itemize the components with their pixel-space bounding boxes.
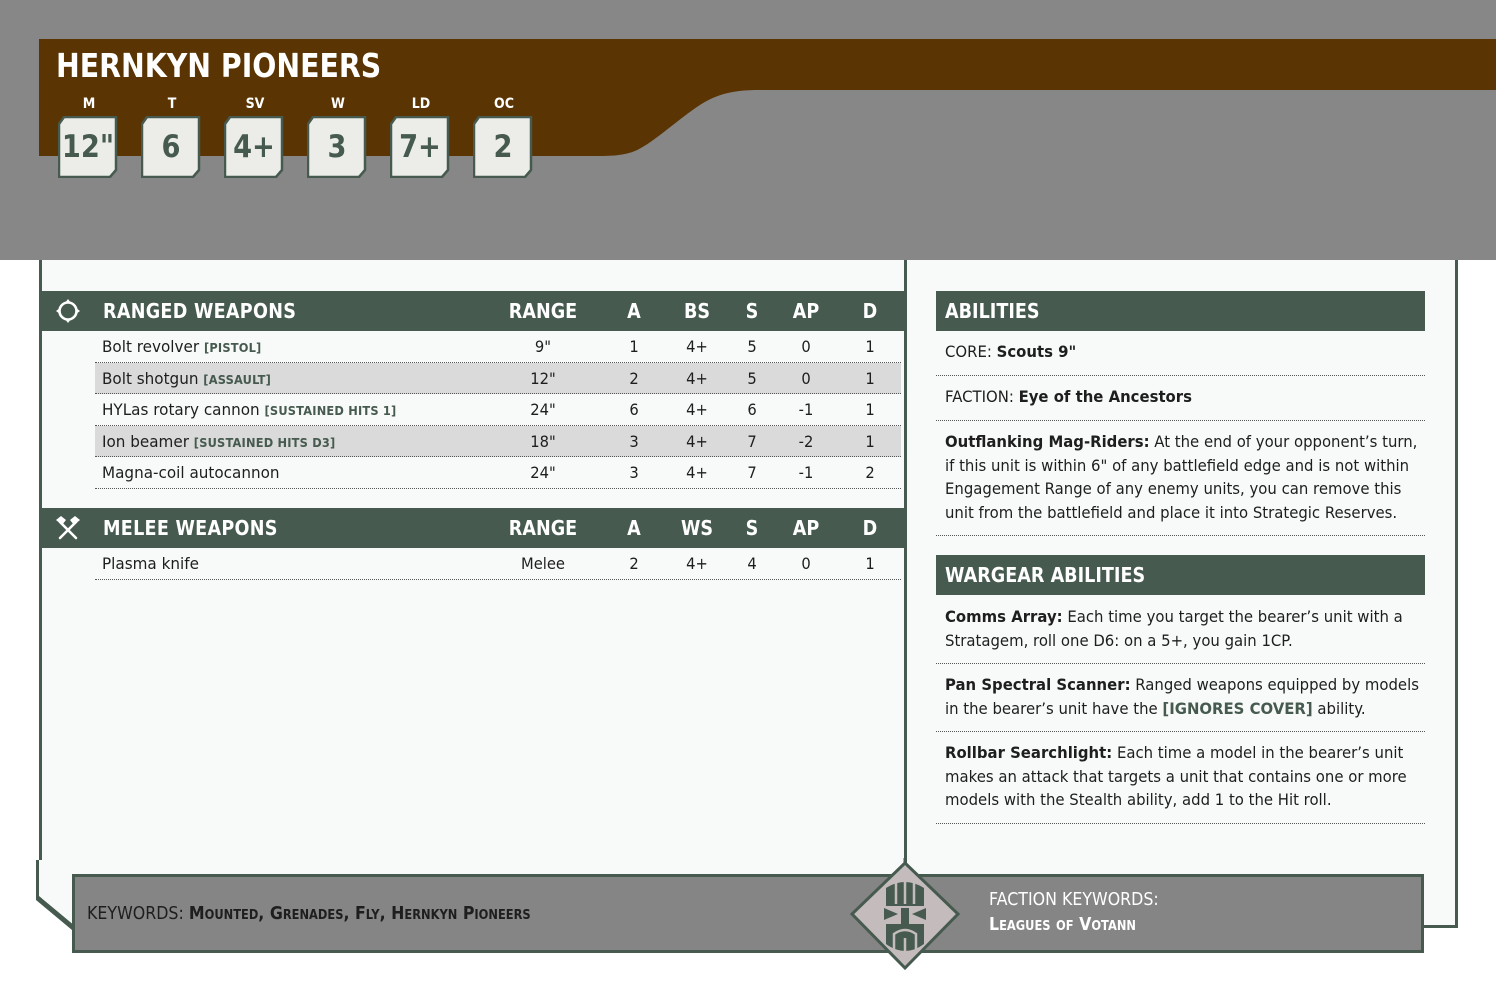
stat-label: M	[82, 96, 96, 112]
col-armour-penetration: AP	[792, 299, 820, 323]
weapon-strength: 4	[747, 554, 757, 573]
keywords-value: Mounted, Grenades, Fly, Hernkyn Pioneers	[188, 903, 531, 924]
weapon-strength: 7	[747, 463, 757, 482]
weapon-row[interactable]	[95, 394, 901, 426]
col-strength: S	[745, 516, 759, 540]
col-strength: S	[745, 299, 759, 323]
weapon-attacks: 3	[629, 431, 639, 451]
stat-label: T	[167, 96, 177, 112]
core-value: Scouts 9"	[996, 342, 1077, 361]
wargear-ability	[936, 732, 1425, 824]
weapon-attacks: 6	[629, 400, 639, 419]
ability-text: Ranged weapons equipped by models in the bearer’s unit have the	[945, 675, 1419, 718]
core-ability	[936, 331, 1425, 376]
col-ballistic-skill: BS	[683, 299, 711, 323]
abilities-header	[936, 291, 1425, 331]
ability-name: Pan Spectral Scanner:	[945, 675, 1131, 694]
weapon-strength: 5	[747, 337, 757, 356]
stat-objective-control	[473, 94, 535, 178]
votann-head-emblem-icon	[848, 858, 962, 972]
weapon-ap: -1	[798, 400, 814, 419]
weapon-damage: 1	[865, 554, 875, 573]
weapon-row[interactable]	[95, 426, 901, 458]
weapon-strength: 5	[747, 368, 757, 388]
ability-name: Outflanking Mag-Riders:	[945, 432, 1150, 451]
weapon-skill: 4+	[686, 368, 708, 388]
stat-value: 7+	[399, 129, 441, 165]
wargear-ability	[936, 664, 1425, 732]
col-attacks: A	[627, 299, 641, 323]
ranged-weapons-header	[42, 291, 904, 331]
col-damage: D	[862, 299, 878, 323]
stat-toughness	[141, 94, 203, 178]
weapon-skill: 4+	[686, 554, 708, 573]
weapon-name: Magna-coil autocannon	[102, 463, 280, 482]
keywords-label: KEYWORDS:	[87, 903, 184, 924]
weapon-strength: 7	[747, 431, 757, 451]
weapon-skill: 4+	[686, 431, 708, 451]
wargear-abilities-title: WARGEAR ABILITIES	[945, 563, 1146, 587]
weapon-name: Bolt revolver	[102, 337, 200, 356]
stat-value: 12"	[61, 129, 115, 165]
ability-name: Rollbar Searchlight:	[945, 743, 1113, 762]
weapon-range: Melee	[521, 554, 565, 573]
faction-value: Eye of the Ancestors	[1018, 387, 1192, 406]
stat-value: 6	[161, 129, 181, 165]
ability-name: Comms Array:	[945, 607, 1063, 626]
stat-label: SV	[245, 96, 265, 112]
weapon-keywords: [PISTOL]	[203, 341, 262, 355]
weapon-attacks: 2	[629, 554, 639, 573]
stat-save	[224, 94, 286, 178]
col-attacks: A	[627, 516, 641, 540]
stat-value: 2	[493, 129, 513, 165]
weapon-attacks: 1	[629, 337, 639, 356]
weapon-attacks: 3	[629, 463, 639, 482]
weapon-damage: 1	[865, 431, 875, 451]
weapon-row[interactable]	[95, 363, 901, 395]
keywords	[87, 900, 531, 928]
weapon-skill: 4+	[686, 337, 708, 356]
weapon-ap: -1	[798, 463, 814, 482]
weapon-ap: 0	[801, 368, 811, 388]
weapon-skill: 4+	[686, 400, 708, 419]
weapon-name: Plasma knife	[102, 554, 199, 573]
stat-movement	[58, 94, 120, 178]
weapon-row[interactable]	[95, 548, 901, 580]
faction-keywords-value: Leagues of Votann	[989, 914, 1136, 935]
weapon-ap: 0	[801, 337, 811, 356]
weapon-damage: 1	[865, 368, 875, 388]
weapon-damage: 2	[865, 463, 875, 482]
unit-ability	[936, 421, 1425, 536]
weapon-keywords: [SUSTAINED HITS D3]	[193, 435, 336, 450]
weapon-damage: 1	[865, 337, 875, 356]
core-label: CORE:	[945, 342, 992, 361]
crossed-hammers-icon	[54, 514, 82, 542]
panel-corner-cut	[36, 860, 76, 930]
weapon-name: HYLas rotary cannon	[102, 400, 260, 419]
ability-text: Each time you target the bearer’s unit with a Stratagem, roll one D6: on a 5+, you gain 1CP.	[945, 607, 1403, 650]
weapon-keywords: [SUSTAINED HITS 1]	[264, 404, 397, 418]
stat-label: W	[331, 96, 345, 112]
col-armour-penetration: AP	[792, 516, 820, 540]
abilities-title: ABILITIES	[945, 299, 1040, 323]
stat-value: 4+	[233, 129, 275, 165]
faction-ability	[936, 376, 1425, 421]
stat-label: OC	[494, 96, 514, 112]
stat-label: LD	[411, 96, 431, 112]
melee-weapons-title: MELEE WEAPONS	[103, 516, 278, 540]
weapon-range: 24"	[530, 463, 556, 482]
weapon-name: Ion beamer	[102, 431, 189, 451]
ability-text: ability.	[1317, 698, 1366, 718]
melee-weapons-header	[42, 508, 904, 548]
weapon-range: 18"	[530, 431, 556, 451]
weapon-ap: -2	[798, 431, 814, 451]
wargear-ability	[936, 596, 1425, 664]
weapon-range: 12"	[530, 368, 556, 388]
col-range: RANGE	[508, 516, 578, 540]
faction-label: FACTION:	[945, 387, 1014, 406]
ability-text: At the end of your opponent’s turn, if this unit is within 6" of any battlefield edge and is not within Engagement Range of any enemy units, you can remove this unit from the battlefield and place it into Strategic Reserves.	[945, 432, 1418, 522]
weapon-row[interactable]	[95, 457, 901, 489]
unit-name: HERNKYN PIONEERS	[56, 46, 382, 85]
ranged-weapons-title: RANGED WEAPONS	[103, 299, 297, 323]
weapon-strength: 6	[747, 400, 757, 419]
weapon-range: 9"	[534, 337, 552, 356]
weapon-keywords: [ASSAULT]	[203, 372, 272, 387]
ability-text: Each time a model in the bearer’s unit makes an attack that targets a unit that contains one or more models with the Stealth ability, add 1 to the Hit roll.	[945, 743, 1407, 809]
weapon-range: 24"	[530, 400, 556, 419]
col-range: RANGE	[508, 299, 578, 323]
stat-wounds	[307, 94, 369, 178]
col-weapon-skill: WS	[680, 516, 714, 540]
weapon-ap: 0	[801, 554, 811, 573]
col-damage: D	[862, 516, 878, 540]
weapon-name: Bolt shotgun	[102, 368, 199, 388]
weapon-skill: 4+	[686, 463, 708, 482]
wargear-abilities-header	[936, 555, 1425, 595]
weapon-damage: 1	[865, 400, 875, 419]
ability-keyword: [IGNORES COVER]	[1162, 698, 1313, 718]
crosshair-icon	[54, 297, 82, 325]
stat-leadership	[390, 94, 452, 178]
faction-keywords-label: FACTION KEYWORDS:	[989, 889, 1159, 910]
stat-value: 3	[327, 129, 347, 165]
weapon-row[interactable]	[95, 331, 901, 363]
weapon-attacks: 2	[629, 368, 639, 388]
